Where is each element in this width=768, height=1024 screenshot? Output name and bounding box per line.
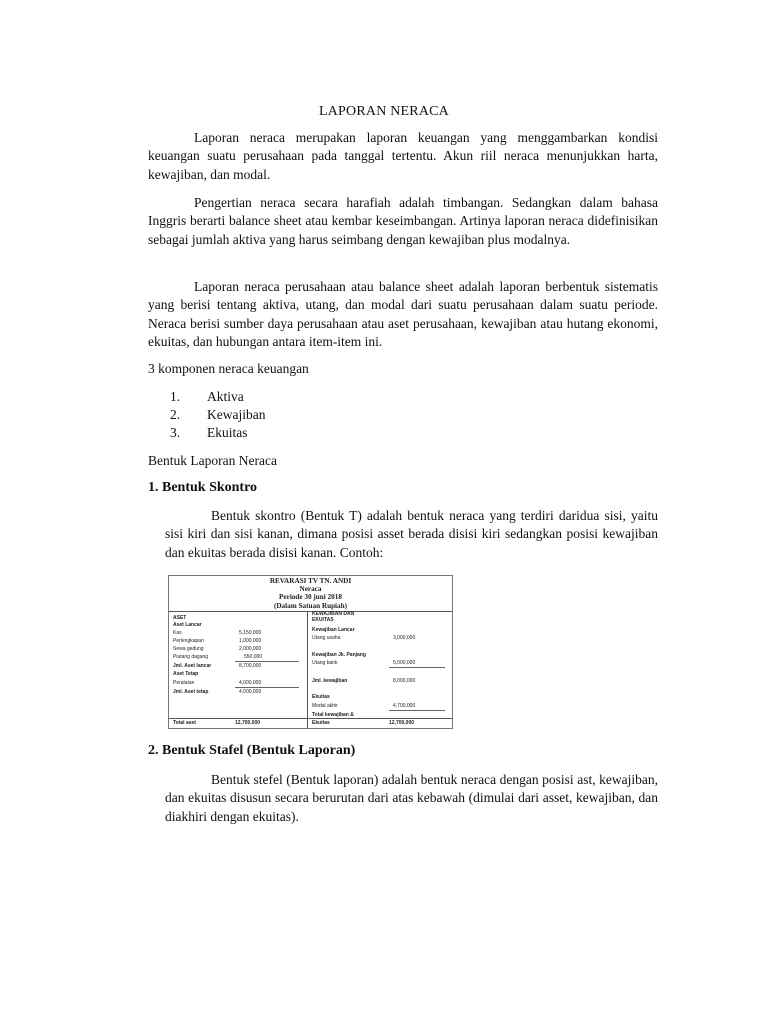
paragraph-meaning: Pengertian neraca secara harafiah adalah timbangan. Sedangkan dalam bahasa Inggris berarti balance sheet atau kembar keseimbangan. Artinya laporan neraca didefinisikan sebagai jumlah aktiva yang harus seimbang dengan kewajiban plus modalnya. — [148, 195, 658, 247]
document-title: LAPORAN NERACA — [319, 104, 449, 119]
list-item: 1. Aktiva — [170, 389, 244, 404]
section-heading-skontro: 1. Bentuk Skontro — [148, 480, 258, 495]
paragraph-balance-sheet: Laporan neraca perusahaan atau balance sheet adalah laporan berbentuk sistematis yang berisi tentang aktiva, utang, dan modal dari suatu perusahaan dalam suatu periode. Neraca berisi sumber daya perusahaan atau aset perusahaan, kewajiban atau hutang ekonomi, ekuitas, dan hubungan antara item-item ini. — [148, 279, 658, 349]
paragraph-stafel: Bentuk stefel (Bentuk laporan) adalah bentuk neraca dengan posisi ast, kewajiban, dan ekuitas disusun secara berurutan dari atas kebawah (dimulai dari asset, kewajiban, dan diakhiri dengan ekuitas). — [165, 772, 658, 824]
balance-sheet-example: REVARASI TV TN. ANDI Neraca Periode 30 juni 2018 (Dalam Satuan Rupiah) ASET Aset Lancar Kas 5,150,000 Perlengkapan 1,000,000 Sewa gedung 2,000,000 Piutang dagang 550,000 Jml. Aset lancar 8,700,000 Aset Tetap Peralatan 4,000,000 Jml. Aset tetap 4,000,000 Total aset 12,700,000 KEWAJIBAN DAN EKUITAS Kewajiban Lancar Utang usaha 3,000,000 Kewajiban Jk. Panjang Utang bank 5,000,000 Jml. kewajiban 8,000,000 Ekuitas Modal akhir 4,700,000 Total kewajiban & Ekuitas 12,700,000 — [168, 575, 453, 729]
forms-intro: Bentuk Laporan Neraca — [148, 453, 277, 468]
list-item: 2. Kewajiban — [170, 407, 266, 422]
paragraph-skontro: Bentuk skontro (Bentuk T) adalah bentuk neraca yang terdiri daridua sisi, yaitu sisi kiri dan sisi kanan, dimana posisi asset berada disisi kiri sedangkan posisi kewajiban dan ekuitas berada disisi kanan. Contoh: — [165, 508, 658, 560]
bs-aset-heading: ASET — [173, 615, 187, 621]
components-list — [170, 388, 265, 442]
list-item: 3. Ekuitas — [170, 425, 248, 440]
bs-aset-lancar-heading: Aset Lancar — [173, 622, 202, 628]
paragraph-definition: Laporan neraca merupakan laporan keuangan yang menggambarkan kondisi keuangan suatu perusahaan pada tanggal tertentu. Akun riil neraca menunjukkan harta, kewajiban, dan modal. — [148, 130, 658, 182]
components-intro: 3 komponen neraca keuangan — [148, 361, 309, 376]
section-heading-stafel: 2. Bentuk Stafel (Bentuk Laporan) — [148, 743, 356, 758]
balance-sheet-header: REVARASI TV TN. ANDI Neraca Periode 30 juni 2018 (Dalam Satuan Rupiah) — [269, 577, 352, 610]
